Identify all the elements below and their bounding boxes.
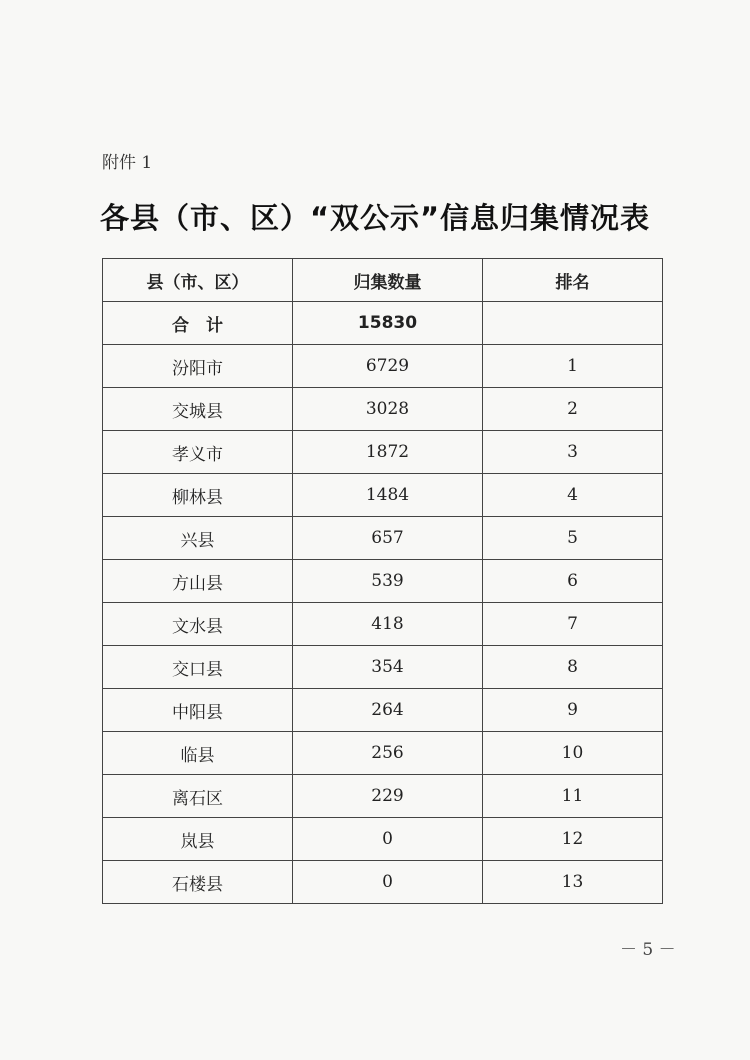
table-row [103, 689, 663, 732]
header-count: 归集数量 [293, 259, 483, 302]
county-count: 657 [293, 517, 483, 560]
county-count: 0 [293, 818, 483, 861]
page-number: － 5 － [620, 940, 676, 960]
county-name: 孝义市 [103, 431, 293, 474]
county-rank: 9 [483, 689, 663, 732]
statistics-table [102, 258, 663, 904]
county-rank: 8 [483, 646, 663, 689]
attachment-label: 附件 1 [102, 153, 153, 173]
table-header-row [103, 259, 663, 302]
county-name: 离石区 [103, 775, 293, 818]
county-rank: 4 [483, 474, 663, 517]
county-name: 岚县 [103, 818, 293, 861]
county-name: 石楼县 [103, 861, 293, 904]
county-count: 264 [293, 689, 483, 732]
table-row [103, 431, 663, 474]
table-row [103, 388, 663, 431]
county-rank: 13 [483, 861, 663, 904]
county-rank: 10 [483, 732, 663, 775]
county-count: 256 [293, 732, 483, 775]
table-row [103, 861, 663, 904]
county-name: 中阳县 [103, 689, 293, 732]
county-name: 方山县 [103, 560, 293, 603]
county-count: 354 [293, 646, 483, 689]
total-count: 15830 [293, 302, 483, 345]
county-name: 柳林县 [103, 474, 293, 517]
table-row [103, 732, 663, 775]
county-count: 229 [293, 775, 483, 818]
county-count: 0 [293, 861, 483, 904]
county-count: 1484 [293, 474, 483, 517]
county-count: 1872 [293, 431, 483, 474]
header-county: 县（市、区） [103, 259, 293, 302]
table-row [103, 560, 663, 603]
county-name: 兴县 [103, 517, 293, 560]
table-row [103, 345, 663, 388]
header-rank: 排名 [483, 259, 663, 302]
total-label: 合 计 [103, 302, 293, 345]
table-row [103, 517, 663, 560]
table-row [103, 474, 663, 517]
total-row [103, 302, 663, 345]
county-name: 交口县 [103, 646, 293, 689]
county-rank: 5 [483, 517, 663, 560]
table-row [103, 603, 663, 646]
county-count: 3028 [293, 388, 483, 431]
county-rank: 1 [483, 345, 663, 388]
table-row [103, 646, 663, 689]
county-name: 临县 [103, 732, 293, 775]
county-rank: 11 [483, 775, 663, 818]
county-count: 6729 [293, 345, 483, 388]
county-rank: 2 [483, 388, 663, 431]
county-rank: 3 [483, 431, 663, 474]
county-name: 交城县 [103, 388, 293, 431]
county-rank: 12 [483, 818, 663, 861]
table-row [103, 818, 663, 861]
document-title: 各县（市、区）“双公示”信息归集情况表 [99, 201, 651, 235]
county-name: 文水县 [103, 603, 293, 646]
county-count: 539 [293, 560, 483, 603]
county-name: 汾阳市 [103, 345, 293, 388]
table-row [103, 775, 663, 818]
county-rank: 7 [483, 603, 663, 646]
county-rank: 6 [483, 560, 663, 603]
county-count: 418 [293, 603, 483, 646]
total-rank [483, 302, 663, 345]
